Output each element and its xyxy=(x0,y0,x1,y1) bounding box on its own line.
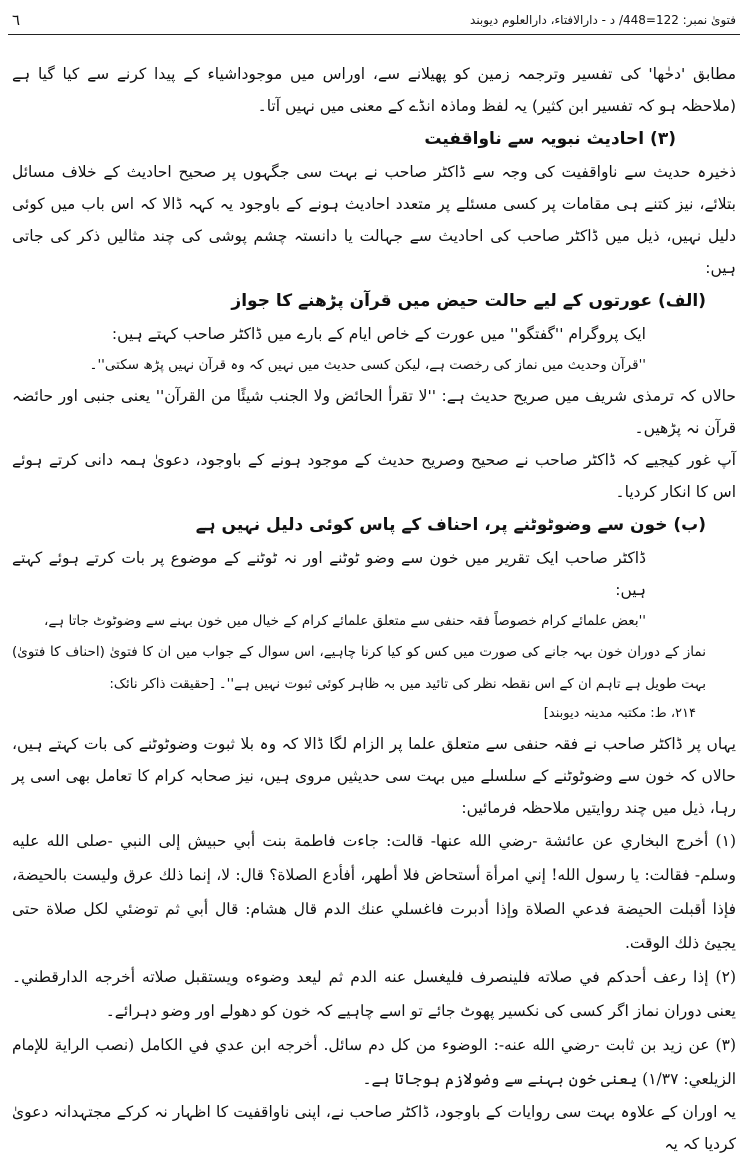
body-paragraph: آپ غور کیجیے کہ ڈاکٹر صاحب نے صحیح وصریح حدیث کے موجود ہونے کے باوجود، دعویٰ ہمہ دانی کرتے ہوئے اس کا انکار کردیا۔ xyxy=(12,451,736,501)
body-paragraph: ذخیرہ حدیث سے ناواقفیت کی وجہ سے ڈاکٹر صاحب نے بہت سی جگہوں پر صحیح احادیث کے خلاف مسائل بتلائے، نیز کتنے ہی مقامات پر کسی مسئلے پر متعدد احادیث ہونے کے باوجود یہ کہہ ڈالا کہ اس باب میں کوئی دلیل نہیں، ذیل میں ڈاکٹر صاحب کی احادیث سے جہالت یا دانستہ چشم پوشی کی چند مثالیں ذکر کی جاتی ہیں: xyxy=(12,163,736,277)
citation: ۲۱۴، ط: مکتبہ مدینہ دیوبند] xyxy=(543,706,696,721)
body-paragraph: ایک پروگرام ''گفتگو'' میں عورت کے خاص ایام کے بارے میں ڈاکٹر صاحب کہتے ہیں: xyxy=(111,325,646,343)
body-paragraph: یہ اوران کے علاوہ بہت سی روایات کے باوجود، ڈاکٹر صاحب نے، اپنی ناواقفیت کا اظہار نہ کرکے مجتہدانہ دعویٰ کردیا کہ یہ xyxy=(12,1103,736,1153)
page-body xyxy=(12,58,736,1160)
page-number: ٦ xyxy=(12,11,21,29)
hadith-text: (۱) أخرج البخاري عن عائشة -رضي الله عنها- قالت: جاءت فاطمة بنت أبي حبيش إلى النبي -صلى الله عليه وسلم- فقالت: يا رسول الله! إني امرأة أستحاض فلا أطهر، أفأدع الصلاة؟ قال: لا، إنما ذلك عرق وليست بالحيضة، فإذا أقبلت الحيضة فدعي الصلاة وإذا أدبرت فاغسلي عنك الدم قال هشام: قال أبي ثم توضئي لكل صلاة حتى يجيئ ذلك الوقت. xyxy=(12,832,736,952)
body-paragraph: یہاں پر ڈاکٹر صاحب نے فقہ حنفی سے متعلق علما پر الزام لگا ڈالا کہ وہ بلا ثبوت وضوٹوٹنے کی بات کہتے ہیں، حالاں کہ خون سے وضوٹوٹنے کے سلسلے میں بہت سی حدیثیں مروی ہیں، نیز صحابہ کرام کا تعامل بھی اسی پر رہا، ذیل میں چند روایتیں ملاحظہ فرمائیں: xyxy=(12,735,736,817)
section-heading: (۳) احادیث نبویہ سے ناواقفیت xyxy=(424,129,676,149)
hadith-text: (۲) إذا رعف أحدكم في صلاته فلينصرف فليغسل عنه الدم ثم ليعد وضوءه ويستقبل صلاته أخرجه الدارقطني۔ یعنی دوران نماز اگر کسی کی نکسیر پھوٹ جائے تو اسے چاہیے کہ خون کو دھولے اور وضو دہرائے۔ xyxy=(12,968,736,1020)
subsection-heading: (ب) خون سے وضوٹوٹنے پر، احناف کے پاس کوئی دلیل نہیں ہے xyxy=(195,515,706,535)
hadith-text: (۳) عن زيد بن ثابت -رضي الله عنه-: الوضوء من كل دم سائل. أخرجه ابن عدي في الكامل (نصب الراية للإمام الزيلعي: ۱/۳۷) یعنی خون بہنے سے وضولازم ہوجاتا ہے۔ xyxy=(12,1036,736,1088)
block-quote: ''قرآن وحدیث میں نماز کی رخصت ہے، لیکن کسی حدیث میں نہیں کہ وہ قرآن نہیں پڑھ سکتی''۔ xyxy=(89,357,646,373)
subsection-heading: (الف) عورتوں کے لیے حالت حیض میں قرآن پڑھنے کا جواز xyxy=(231,291,706,311)
body-paragraph: حالاں کہ ترمذی شریف میں صریح حدیث ہے: ''لا تقرأ الحائض ولا الجنب شيئًا من القرآن'' یعنی جنبی اور حائضہ قرآن نہ پڑھیں۔ xyxy=(12,387,736,437)
body-paragraph: مطابق 'دحٰھا' کی تفسیر وترجمہ زمین کو پھیلانے سے، اوراس میں موجوداشیاء کے پیدا کرنے سے کیا گیا ہے (ملاحظہ ہو کہ تفسیر ابن کثیر) یہ لفظ وماذہ انڈے کے معنی میں نہیں آتا۔ xyxy=(12,65,736,115)
block-quote: نماز کے دوران خون بہہ جانے کی صورت میں کس کو کیا کرنا چاہیے، اس سوال کے جواب میں ان کا فتویٰ (احناف کا فتویٰ) بہت طویل ہے تاہم ان کے اس نقطہ نظر کی تائید میں بہ ظاہر کوئی ثبوت نہیں ہے''۔ [حقیقت ذاکر نائک: xyxy=(12,644,706,692)
block-quote: ''بعض علمائے کرام خصوصاً فقہ حنفی سے متعلق علمائے کرام کے خیال میں خون بہنے سے وضوٹوٹ جاتا ہے، xyxy=(44,613,646,629)
body-paragraph: ڈاکٹر صاحب ایک تقریر میں خون سے وضو ٹوٹنے اور نہ ٹوٹنے کے موضوع پر بات کرتے ہوئے کہتے ہیں: xyxy=(12,549,646,599)
running-head: فتویٰ نمبر: 122=448/ د - دارالافتاء، دارالعلوم دیوبند xyxy=(470,13,736,27)
page-header xyxy=(8,6,740,35)
